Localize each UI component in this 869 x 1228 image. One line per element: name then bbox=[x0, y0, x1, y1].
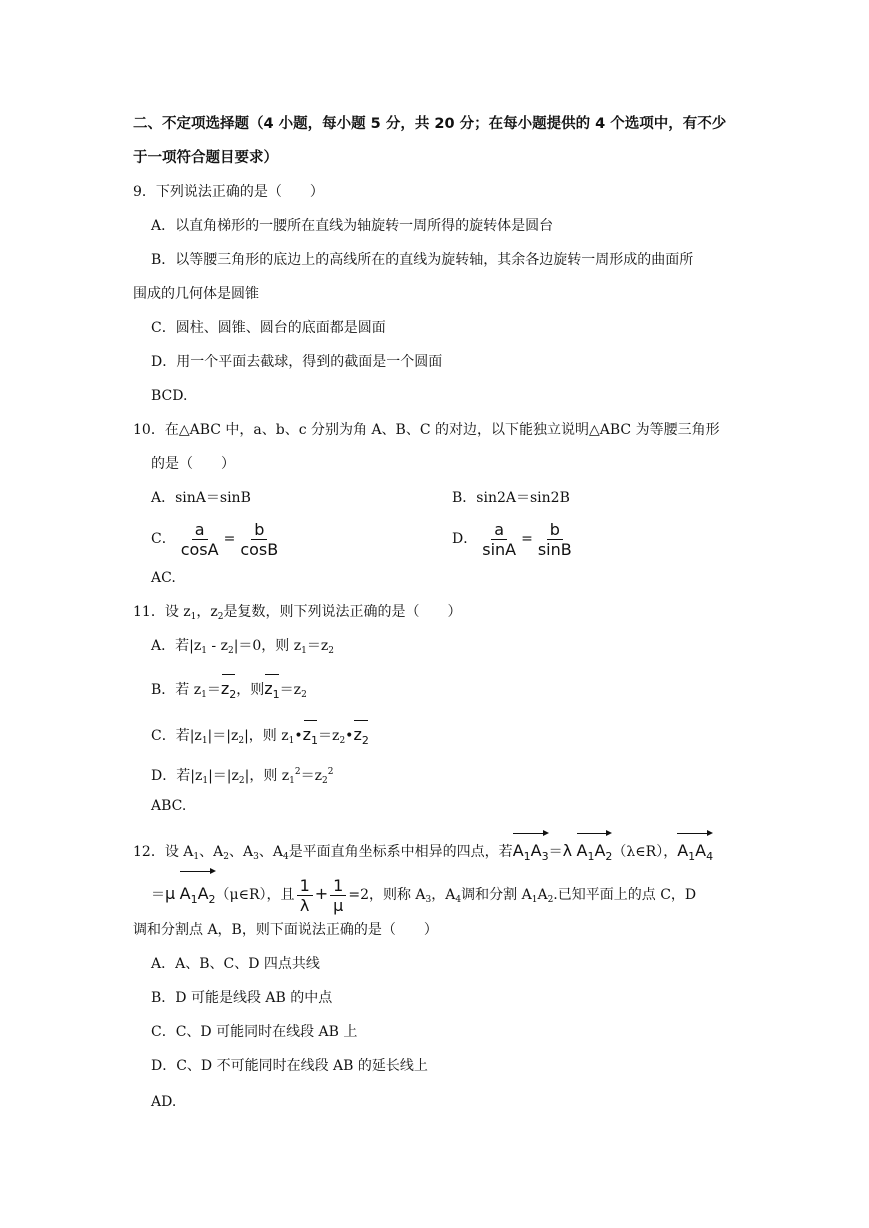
subscript: 3 bbox=[425, 895, 432, 905]
subscript: 2 bbox=[605, 850, 613, 863]
subscript: 1 bbox=[288, 736, 295, 746]
text: ＝ bbox=[151, 887, 165, 903]
denominator: μ bbox=[333, 895, 344, 915]
text: 11．设 z bbox=[133, 604, 191, 620]
text: ＝z bbox=[318, 728, 340, 744]
q9-option-c: C．圆柱、圆锥、圆台的底面都是圆面 bbox=[151, 320, 386, 336]
q12-stem-line1 bbox=[133, 830, 713, 872]
q11-option-a bbox=[151, 636, 334, 661]
text: B．若 z bbox=[151, 682, 202, 698]
subscript: 2 bbox=[238, 736, 245, 746]
q12-stem-line2 bbox=[151, 868, 696, 920]
subscript: 4 bbox=[706, 850, 714, 863]
subscript: 2 bbox=[227, 646, 234, 656]
numerator: a bbox=[192, 520, 208, 540]
subscript: 1 bbox=[587, 850, 595, 863]
text: D．若|z bbox=[151, 768, 203, 784]
fraction-a-over-cosA bbox=[178, 520, 222, 559]
q12-option-b: B．D 可能是线段 AB 的中点 bbox=[151, 990, 333, 1006]
equals-sign: = bbox=[521, 531, 533, 547]
text: 、A bbox=[228, 844, 254, 860]
q9-option-b-line1: B．以等腰三角形的底边上的高线所在的直线为旋转轴，其余各边旋转一周形成的曲面所 bbox=[151, 252, 694, 268]
variable: z bbox=[353, 725, 362, 744]
variable: z bbox=[264, 679, 273, 698]
q12-option-c: C．C、D 可能同时在线段 AB 上 bbox=[151, 1024, 358, 1040]
point: A bbox=[197, 884, 209, 903]
subscript: 1 bbox=[272, 688, 280, 701]
text: |，则 z bbox=[244, 728, 289, 744]
point: A bbox=[695, 841, 707, 860]
conjugate-z2 bbox=[221, 672, 236, 708]
q12-stem-line3: 调和分割点 A，B，则下面说法正确的是（ ） bbox=[133, 922, 438, 938]
q10-stem-line2: 的是（ ） bbox=[151, 456, 235, 472]
conjugate-z2 bbox=[353, 718, 368, 754]
point: A bbox=[677, 841, 689, 860]
subscript: 1 bbox=[531, 895, 538, 905]
point: A bbox=[576, 841, 588, 860]
subscript: 2 bbox=[229, 688, 237, 701]
subscript: 1 bbox=[301, 646, 307, 656]
text: （λ∈R）， bbox=[612, 844, 678, 860]
denominator: λ bbox=[299, 895, 310, 915]
numerator: a bbox=[491, 520, 507, 540]
q10-c-label: C． bbox=[151, 531, 176, 547]
point: A bbox=[530, 841, 542, 860]
text: A．若|z bbox=[151, 638, 202, 654]
point: A bbox=[179, 884, 191, 903]
subscript: 1 bbox=[193, 852, 200, 862]
q10-option-c bbox=[151, 519, 283, 559]
subscript: 2 bbox=[238, 776, 245, 786]
text: ，A bbox=[431, 887, 456, 903]
subscript: 1 bbox=[190, 893, 198, 906]
q9-option-d: D．用一个平面去截球，得到的截面是一个圆面 bbox=[151, 354, 443, 370]
q11-stem bbox=[133, 602, 462, 627]
subscript: 2 bbox=[361, 734, 369, 747]
dot-operator: • bbox=[345, 728, 354, 744]
text: 、A bbox=[258, 844, 283, 860]
conjugate-z1 bbox=[303, 718, 318, 754]
q10-stem-line1: 10．在△ABC 中，a、b、c 分别为角 A、B、C 的对边，以下能独立说明△ABC 为等腰三角形 bbox=[133, 422, 720, 438]
subscript: 4 bbox=[282, 852, 289, 862]
fraction-b-over-cosB bbox=[237, 520, 281, 559]
text: |＝0，则 z bbox=[233, 638, 302, 654]
conjugate-z1 bbox=[264, 672, 279, 708]
equals-sign: = bbox=[223, 531, 236, 547]
numerator: b bbox=[251, 520, 267, 540]
q9-answer: BCD. bbox=[151, 388, 188, 404]
text: （μ∈R），且 bbox=[215, 887, 295, 903]
text: |，则 z bbox=[244, 768, 290, 784]
text: A bbox=[537, 887, 548, 903]
text: ＝z bbox=[306, 638, 329, 654]
subscript: 1 bbox=[201, 646, 207, 656]
text: ，则 bbox=[236, 682, 265, 698]
subscript: 2 bbox=[208, 893, 216, 906]
subscript: 4 bbox=[455, 895, 462, 905]
q9-option-b-line2: 围成的几何体是圆锥 bbox=[133, 286, 259, 302]
q9-stem: 9．下列说法正确的是（ ） bbox=[133, 184, 324, 200]
superscript: 2 bbox=[294, 767, 301, 777]
q10-option-a: A．sinA＝sinB bbox=[151, 490, 251, 506]
subscript: 1 bbox=[201, 736, 208, 746]
point: A bbox=[512, 841, 524, 860]
text: |＝|z bbox=[207, 728, 239, 744]
plus-sign: + bbox=[314, 884, 329, 903]
vector-A1A2 bbox=[577, 830, 613, 872]
numerator: b bbox=[547, 520, 563, 540]
q11-option-d bbox=[151, 762, 333, 791]
subscript: 2 bbox=[547, 895, 554, 905]
text: =2，则称 A bbox=[348, 887, 426, 903]
denominator: sinB bbox=[537, 539, 572, 559]
fraction-a-over-sinA bbox=[479, 520, 519, 559]
q10-d-label: D． bbox=[452, 531, 478, 547]
variable: z bbox=[302, 725, 312, 744]
section-heading-line1: 二、不定项选择题（4 小题，每小题 5 分，共 20 分；在每小题提供的 4 个选项中，有不少 bbox=[133, 116, 727, 132]
q10-answer: AC. bbox=[151, 570, 176, 586]
superscript: 2 bbox=[327, 767, 334, 777]
text: ＝z bbox=[300, 768, 323, 784]
point: A bbox=[594, 841, 606, 860]
denominator: cosB bbox=[240, 539, 279, 559]
text: C．若|z bbox=[151, 728, 202, 744]
numerator: 1 bbox=[297, 876, 313, 896]
lambda-symbol: λ bbox=[562, 841, 573, 860]
variable: z bbox=[220, 679, 230, 698]
text: ＝z bbox=[279, 682, 302, 698]
subscript: 2 bbox=[223, 852, 229, 862]
subscript: 2 bbox=[328, 646, 334, 656]
subscript: 1 bbox=[201, 690, 207, 700]
dot-operator: • bbox=[294, 728, 303, 744]
q11-option-b bbox=[151, 672, 307, 708]
subscript: 1 bbox=[311, 734, 319, 747]
vector-A1A4 bbox=[677, 830, 713, 872]
q9-option-a: A．以直角梯形的一腰所在直线为轴旋转一周所得的旋转体是圆台 bbox=[151, 218, 554, 234]
subscript: 1 bbox=[688, 850, 696, 863]
vector-A1A2 bbox=[180, 868, 216, 920]
q11-option-c bbox=[151, 718, 369, 754]
vector-A1A3 bbox=[513, 830, 549, 872]
text: 12．设 A bbox=[133, 844, 194, 860]
section-heading-line2: 于一项符合题目要求） bbox=[133, 150, 278, 166]
q12-answer: AD. bbox=[151, 1094, 177, 1110]
q11-answer: ABC. bbox=[151, 798, 187, 814]
text: ，z bbox=[196, 604, 218, 620]
text: 、A bbox=[199, 844, 224, 860]
fraction-b-over-sinB bbox=[535, 520, 575, 559]
subscript: 1 bbox=[289, 776, 295, 786]
fraction-1-over-lambda bbox=[297, 876, 313, 915]
subscript: 1 bbox=[523, 850, 531, 863]
q10-option-d bbox=[452, 519, 577, 559]
text: - z bbox=[206, 638, 228, 654]
subscript: 1 bbox=[190, 612, 197, 622]
fraction-1-over-mu bbox=[330, 876, 346, 915]
denominator: cosA bbox=[180, 539, 219, 559]
denominator: sinA bbox=[482, 539, 517, 559]
text: 调和分割 A bbox=[461, 887, 532, 903]
subscript: 2 bbox=[217, 612, 224, 622]
text: .已知平面上的点 C，D bbox=[553, 887, 697, 903]
text: ＝ bbox=[548, 844, 563, 860]
subscript: 2 bbox=[322, 776, 328, 786]
subscript: 1 bbox=[202, 776, 209, 786]
subscript: 3 bbox=[253, 852, 259, 862]
subscript: 3 bbox=[541, 850, 549, 863]
q10-option-b: B．sin2A＝sin2B bbox=[452, 490, 570, 506]
subscript: 2 bbox=[301, 690, 307, 700]
text: ＝ bbox=[206, 682, 221, 698]
text: |＝|z bbox=[208, 768, 239, 784]
q12-option-a: A．A、B、C、D 四点共线 bbox=[151, 956, 320, 972]
numerator: 1 bbox=[330, 876, 346, 896]
mu-symbol: μ bbox=[165, 884, 176, 903]
text: 是平面直角坐标系中相异的四点，若 bbox=[288, 844, 513, 860]
q12-option-d: D．C、D 不可能同时在线段 AB 的延长线上 bbox=[151, 1058, 428, 1074]
subscript: 2 bbox=[339, 736, 346, 746]
text: 是复数，则下列说法正确的是（ ） bbox=[223, 604, 462, 620]
